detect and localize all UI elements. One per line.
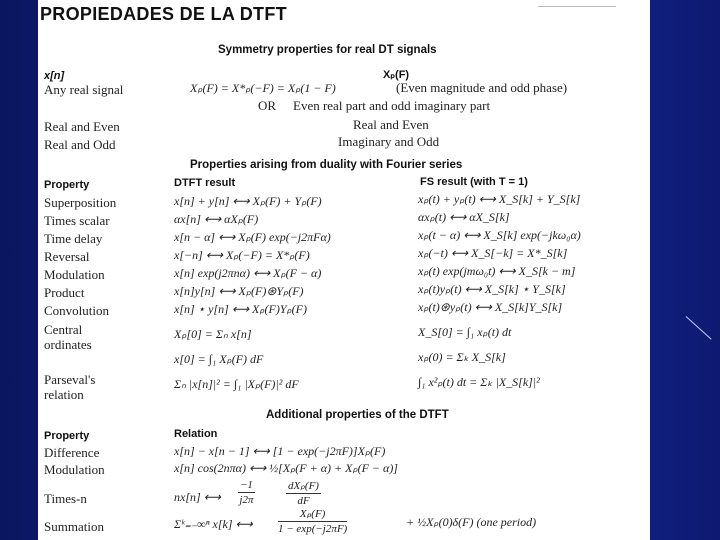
additional-section-title: Additional properties of the DTFT <box>266 409 449 421</box>
duality-row-property: Modulation <box>44 267 105 282</box>
page-title: PROPIEDADES DE LA DTFT <box>40 4 287 24</box>
summation-numerator: Xₚ(F) <box>278 507 347 522</box>
parseval-label: relation <box>44 387 84 402</box>
times-n-denominator-b: dF <box>297 495 310 507</box>
symmetry-row-formula: Xₚ(F) = X*ₚ(−F) = Xₚ(1 − F) <box>190 81 336 95</box>
symmetry-col-xn: x[n] <box>44 70 65 82</box>
duality-row-fs: xₚ(t)yₚ(t) ⟷ X_S[k] ⋆ Y_S[k] <box>418 282 566 296</box>
additional-col-property: Property <box>44 430 90 442</box>
duality-row-property: Convolution <box>44 303 110 318</box>
times-n-fraction-a <box>238 479 255 506</box>
duality-row-dtft: x[n] exp(j2πnα) ⟷ Xₚ(F − α) <box>174 266 322 280</box>
duality-row-fs: xₚ(t) exp(jmω₀t) ⟷ X_S[k − m] <box>418 264 576 278</box>
duality-row-property: Times scalar <box>44 213 110 228</box>
additional-row-relation: x[n] − x[n − 1] ⟷ [1 − exp(−j2πF)]Xₚ(F) <box>174 444 386 458</box>
summation-fraction <box>278 507 347 535</box>
parseval-fs-formula: ∫₁ x²ₚ(t) dt = Σₖ |X_S[k]|² <box>418 375 540 389</box>
symmetry-row-label: Real and Odd <box>44 137 116 152</box>
summation-label: Summation <box>44 519 104 534</box>
symmetry-col-xp: Xₚ(F) <box>383 69 410 81</box>
duality-row-fs: xₚ(t) + yₚ(t) ⟷ X_S[k] + Y_S[k] <box>418 192 581 206</box>
duality-row-property: Superposition <box>44 195 117 210</box>
parseval-label: Parseval's <box>44 372 96 387</box>
symmetry-row-note: Imaginary and Odd <box>338 134 440 149</box>
additional-col-relation: Relation <box>174 428 218 440</box>
duality-row-property: Reversal <box>44 249 90 264</box>
duality-row-property: Time delay <box>44 231 103 246</box>
duality-row-dtft: x[n] + y[n] ⟷ Xₚ(F) + Yₚ(F) <box>174 194 322 208</box>
central-dtft-formula: x[0] = ∫₁ Xₚ(F) dF <box>174 352 264 366</box>
duality-row-dtft: x[−n] ⟷ Xₚ(−F) = X*ₚ(F) <box>174 248 310 262</box>
duality-row-fs: xₚ(t)⊛yₚ(t) ⟷ X_S[k]Y_S[k] <box>418 300 563 314</box>
symmetry-row-note: (Even magnitude and odd phase) <box>396 80 568 95</box>
duality-row-dtft: αx[n] ⟷ αXₚ(F) <box>174 212 259 226</box>
times-n-label: Times-n <box>44 491 87 506</box>
summation-rest: + ½Xₚ(0)δ(F) (one period) <box>406 515 537 529</box>
duality-row-fs: αxₚ(t) ⟷ αX_S[k] <box>418 210 510 224</box>
times-n-numerator-b: dXₚ(F) <box>288 480 319 492</box>
duality-row-property: Product <box>44 285 85 300</box>
duality-col-property: Property <box>44 179 90 191</box>
duality-row-fs: xₚ(t − α) ⟷ X_S[k] exp(−jkω₀α) <box>418 228 581 242</box>
central-fs-formula: xₚ(0) = Σₖ X_S[k] <box>418 350 506 364</box>
duality-row-fs: xₚ(−t) ⟷ X_S[−k] = X*_S[k] <box>418 246 568 260</box>
duality-row-dtft: x[n] ⋆ y[n] ⟷ Xₚ(F)Yₚ(F) <box>174 302 307 316</box>
central-ordinates-label: ordinates <box>44 337 92 352</box>
duality-section-title: Properties arising from duality with Fourier series <box>190 159 463 171</box>
document-page <box>38 0 650 540</box>
additional-row-property: Modulation <box>44 462 105 477</box>
symmetry-row-note: Real and Even <box>353 117 429 132</box>
times-n-fraction-b <box>286 479 321 507</box>
symmetry-or: OR <box>258 98 277 113</box>
central-dtft-formula: Xₚ[0] = Σₙ x[n] <box>174 327 252 341</box>
times-n-denominator-a: j2π <box>239 494 254 506</box>
parseval-dtft-formula: Σₙ |x[n]|² = ∫₁ |Xₚ(F)|² dF <box>174 377 299 391</box>
duality-row-dtft: x[n]y[n] ⟷ Xₚ(F)⊛Yₚ(F) <box>174 284 304 298</box>
times-n-numerator-a: −1 <box>240 479 253 491</box>
symmetry-row-label: Real and Even <box>44 119 120 134</box>
times-n-lhs: nx[n] ⟷ <box>174 490 221 504</box>
additional-row-relation: x[n] cos(2nπα) ⟷ ½[Xₚ(F + α) + Xₚ(F − α)] <box>174 461 398 475</box>
additional-row-property: Difference <box>44 445 100 460</box>
duality-col-dtft: DTFT result <box>174 177 236 189</box>
symmetry-section-title: Symmetry properties for real DT signals <box>218 44 437 56</box>
central-fs-formula: X_S[0] = ∫₁ xₚ(t) dt <box>418 325 512 339</box>
duality-col-fs: FS result (with T = 1) <box>420 176 528 188</box>
summation-denominator: 1 − exp(−j2πF) <box>278 523 348 535</box>
central-ordinates-label: Central <box>44 322 83 337</box>
summation-lhs: Σᵏ₌₋∞ⁿ x[k] ⟷ <box>174 517 253 531</box>
symmetry-row-note: Even real part and odd imaginary part <box>293 98 491 113</box>
duality-row-dtft: x[n − α] ⟷ Xₚ(F) exp(−j2πFα) <box>174 230 331 244</box>
header-rule <box>538 6 616 7</box>
symmetry-row-label: Any real signal <box>44 82 124 97</box>
